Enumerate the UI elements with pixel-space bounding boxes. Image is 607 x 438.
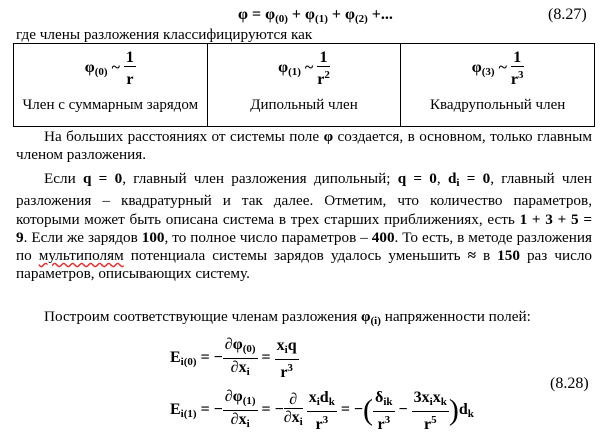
dipole-fraction: $\frac{1}{r^2}$ — [317, 49, 330, 88]
equation-8-28-line-1: $E_{i(0)}$ = − $\frac{\partial\varphi_{(0)}}{\partial x_i}$ = $\frac{x_iq}{r^3}$ — [170, 336, 297, 381]
intro-text: где члены разложения классифицируются как — [16, 26, 313, 43]
paragraph-field-strengths: Построим соответствующие членам разложения $\varphi_{(i)}$ напряженности полей: — [44, 308, 531, 327]
paragraph-parameters: Если q = 0, главный член разложения дипольный; q = 0, $d_i = 0$, главный член разложения – квадратурный и так далее. Отметим, что количество параметров, которыми может быть описана система в трех старших приближениях, есть 1 + 3 + 5 = 9. Если же зарядов 100, то полное число параметров – 400. То есть, в методе разложения по мультиполям потенциала системы зарядов удалось уменьшить ≈ в 150 раз число параметров, описывающих систему. — [16, 170, 593, 283]
equation-number-8-28: (8.28) — [550, 375, 589, 392]
table-row — [14, 44, 595, 127]
fraction-3xx-r5: $\frac{3x_ix_k}{r^5}$ — [413, 388, 447, 433]
fraction-dphi0-dx: $\frac{\partial\varphi_{(0)}}{\partial x_i}$ — [224, 336, 256, 378]
table-cell-quadrupole — [401, 44, 595, 127]
dipole-formula: $\varphi_{(1)}$ ~ $\frac{1}{r^2}$ — [278, 49, 330, 88]
paragraph-main-term: На больших расстояниях от системы поле φ создается, в основном, только главным членом разложения. — [16, 128, 592, 164]
fraction-xd-r3: $\frac{x_id_k}{r^3}$ — [308, 388, 335, 433]
fraction-xq-r3: $\frac{x_iq}{r^3}$ — [276, 336, 297, 381]
table-cell-dipole — [207, 44, 401, 127]
table-cell-monopole — [14, 44, 208, 127]
fraction-delta-r3: $\frac{\delta_{ik}}{r^3}$ — [375, 388, 393, 433]
monopole-formula: $\varphi_{(0)}$ ~ $\frac{1}{r}$ — [84, 49, 134, 88]
dipole-label: Дипольный член — [250, 97, 358, 113]
equation-8-28-line-2: $E_{i(1)}$ = − $\frac{\partial\varphi_{(1)}}{\partial x_i}$ = − $\frac{\partial}{\partial x_i}$ $\frac{x_id_k}{r^3}$ = −( $\frac{\delta_{ik}}{r^3}$ − $\frac{3x_ix_k}{r^5}$ )$d_k$ — [170, 388, 474, 433]
equation-8-27: $\varphi = \varphi_{(0)} + \varphi_{(1)} + \varphi_{(2)}$ +... — [238, 6, 393, 25]
fraction-d-dx: $\frac{\partial}{\partial x_i}$ — [283, 390, 303, 428]
monopole-fraction: $\frac{1}{r}$ — [125, 49, 134, 88]
monopole-label: Член с суммарным зарядом — [22, 97, 199, 113]
fraction-dphi1-dx: $\frac{\partial\varphi_{(1)}}{\partial x_i}$ — [224, 388, 256, 430]
quadrupole-label: Квадрупольный член — [430, 97, 566, 113]
quadrupole-formula: $\varphi_{(3)}$ ~ $\frac{1}{r^3}$ — [471, 49, 524, 88]
quadrupole-fraction: $\frac{1}{r^3}$ — [510, 49, 524, 88]
equation-number-8-27: (8.27) — [548, 6, 587, 23]
expansion-terms-table — [13, 43, 595, 127]
multipole-word: мультиполям — [38, 247, 124, 265]
